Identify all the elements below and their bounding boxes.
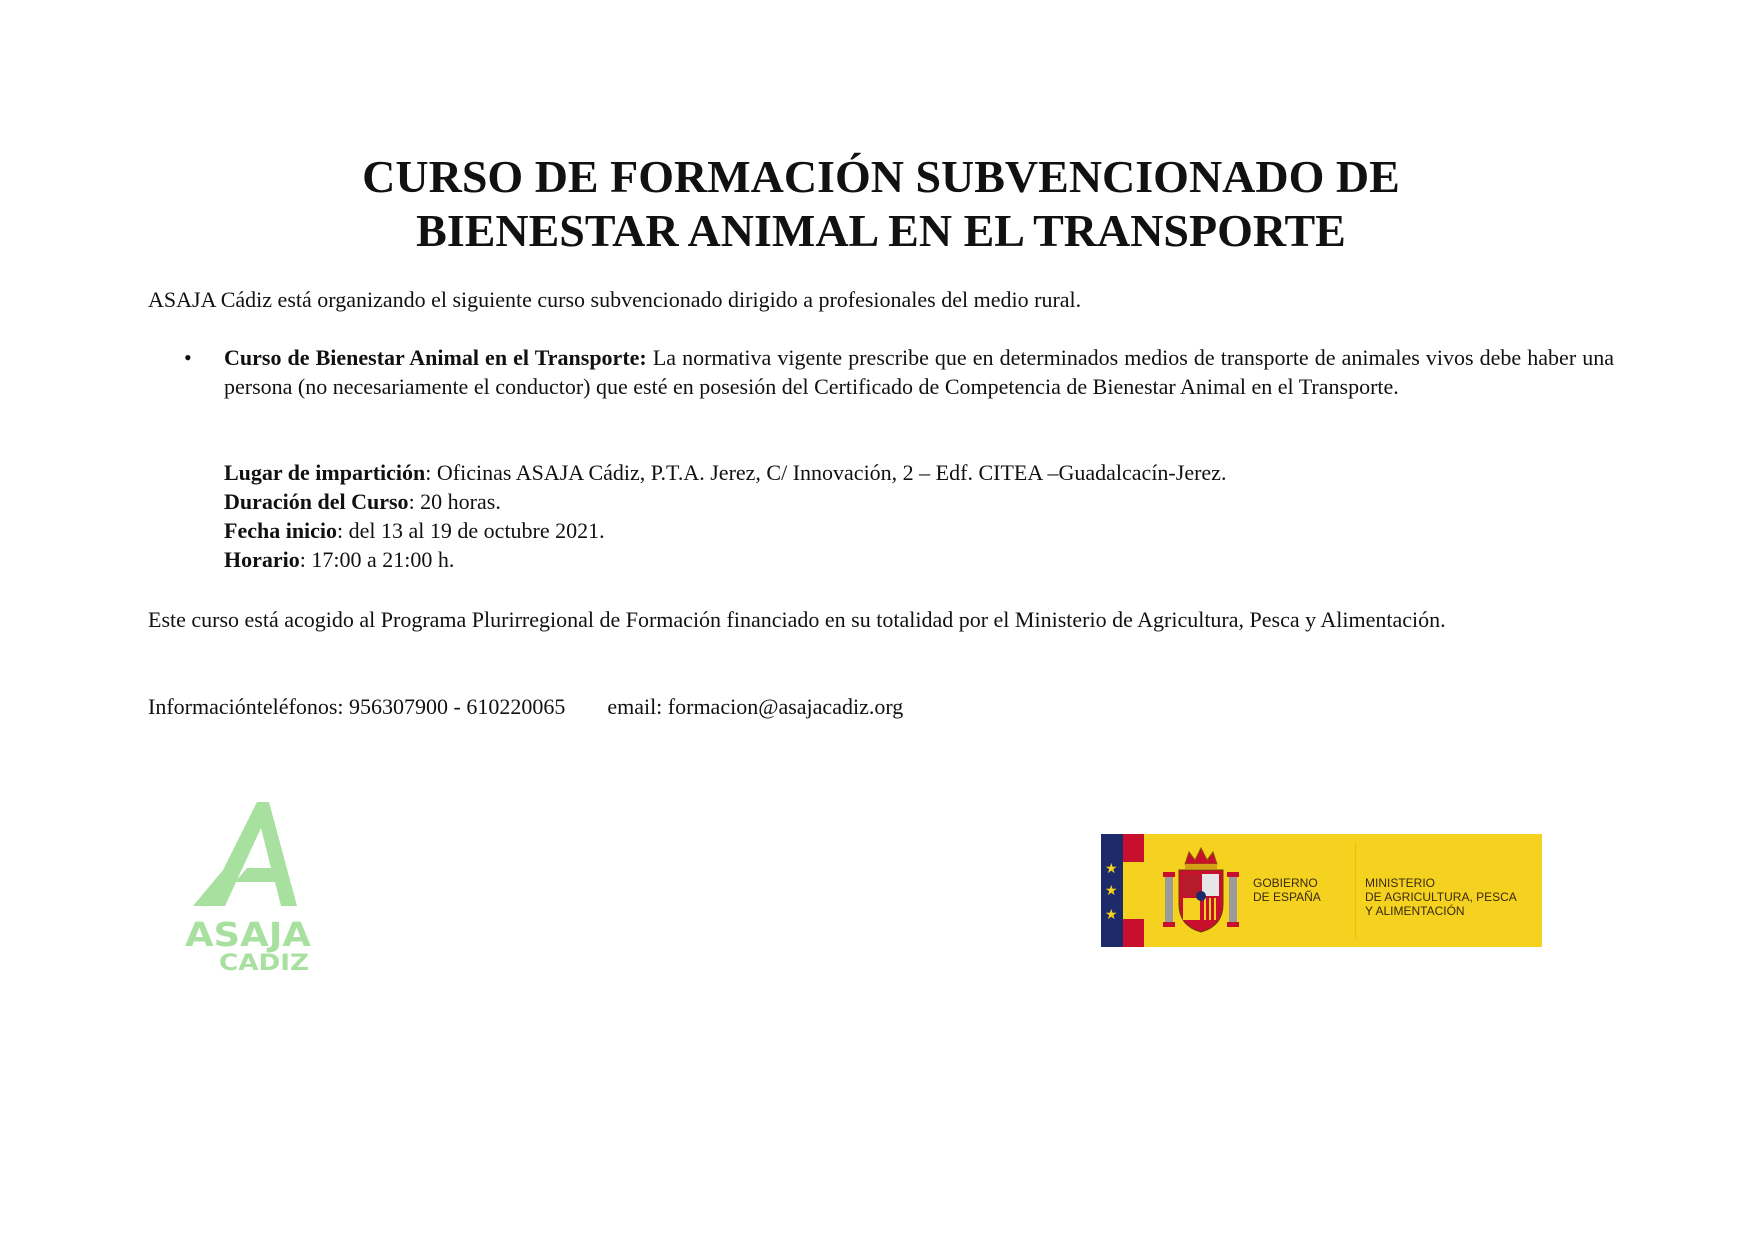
detail-place-value: : Oficinas ASAJA Cádiz, P.T.A. Jerez, C/ Innovación, 2 – Edf. CITEA –Guadalcacín-Jerez. (425, 460, 1227, 485)
star-icon: ★ (1105, 907, 1118, 923)
contact-phones: Informaciónteléfonos: 956307900 - 610220065 (148, 694, 566, 719)
course-details (224, 458, 1226, 574)
detail-schedule (224, 545, 1226, 574)
contact-line (148, 692, 903, 721)
asaja-a-mark-icon (193, 802, 297, 906)
course-description-text: La normativa vigente prescribe que en determinados medios de transporte de animales vivos debe haber una persona (no necesariamente el conductor) que esté en posesión del Certificado de Competencia de Bienestar Animal en el Transporte. (224, 345, 1614, 399)
page-title-line1: CURSO DE FORMACIÓN SUBVENCIONADO DE (362, 151, 1400, 202)
detail-place-label: Lugar de impartición (224, 460, 426, 485)
gobierno-espana-logo (1101, 834, 1542, 947)
cadiz-logo-text: CADIZ (219, 951, 309, 973)
detail-place (224, 458, 1226, 487)
detail-start-label: Fecha inicio (224, 518, 338, 543)
spain-flag-red-bottom (1123, 919, 1144, 947)
ministerio-text (1365, 876, 1517, 918)
bullet-icon: • (184, 345, 192, 370)
ministry-text-line2: DE AGRICULTURA, PESCA (1365, 890, 1517, 904)
star-icon: ★ (1105, 883, 1118, 899)
detail-start-value: : del 13 al 19 de octubre 2021. (337, 518, 605, 543)
detail-duration-value: : 20 horas. (408, 489, 501, 514)
gobierno-espana-text (1253, 876, 1321, 904)
ministry-text-line1: MINISTERIO (1365, 876, 1436, 890)
detail-start (224, 516, 1226, 545)
detail-duration-label: Duración del Curso (224, 489, 409, 514)
gov-text-line2: DE ESPAÑA (1253, 890, 1321, 904)
spain-flag-red-top (1123, 834, 1144, 862)
gov-text-line1: GOBIERNO (1253, 876, 1318, 890)
page-title (148, 150, 1614, 258)
asaja-cadiz-logo (185, 798, 315, 973)
detail-schedule-value: : 17:00 a 21:00 h. (299, 547, 455, 572)
funding-paragraph: Este curso está acogido al Programa Plurirregional de Formación financiado en su totalidad por el Ministerio de Agricultura, Pesca y Alimentación. (148, 607, 1446, 632)
spain-flag-yellow (1123, 862, 1144, 919)
logo-divider (1355, 842, 1356, 939)
detail-duration (224, 487, 1226, 516)
star-icon: ★ (1105, 861, 1118, 877)
intro-paragraph: ASAJA Cádiz está organizando el siguiente curso subvencionado dirigido a profesionales del medio rural. (148, 287, 1082, 312)
course-name: Curso de Bienestar Animal en el Transporte: (224, 345, 647, 370)
course-description (224, 343, 1614, 401)
detail-schedule-label: Horario (224, 547, 300, 572)
asaja-logo-text: ASAJA (185, 915, 312, 954)
page-title-line2: BIENESTAR ANIMAL EN EL TRANSPORTE (416, 205, 1346, 256)
contact-email[interactable]: email: formacion@asajacadiz.org (607, 694, 904, 719)
ministry-text-line3: Y ALIMENTACIÓN (1365, 904, 1465, 918)
coat-of-arms-icon (1161, 846, 1241, 936)
